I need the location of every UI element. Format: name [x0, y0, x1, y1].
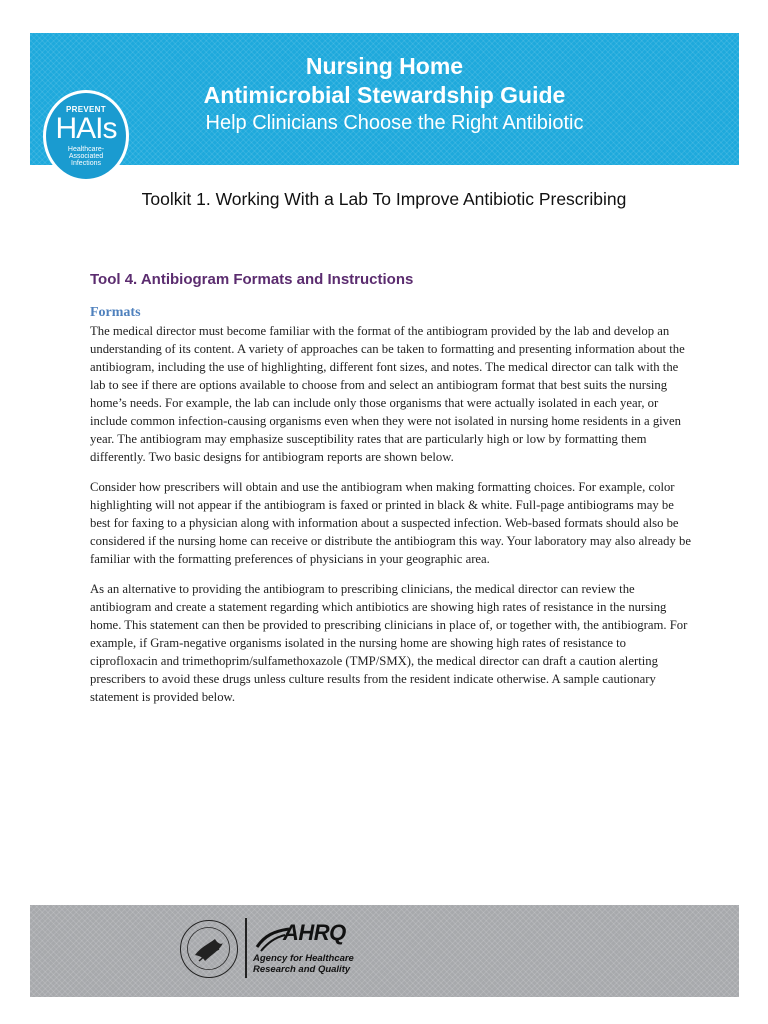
paragraph-3: As an alternative to providing the antibiogram to prescribing clinicians, the medical director can review the antibiogram and create a statement regarding which antibiotics are showing high rates of resistance in the nursing home. This statement can then be provided to prescribing clinicians in place of, or together with, the antibiogram. For example, if Gram-negative organisms isolated in the nursing home are showing high rates of resistance to ciprofloxacin and trimethoprim/sulfamethoxazole (TMP/SMX), the medical director can draft a caution alerting prescribers to avoid these drugs unless culture results from the resident indicate otherwise. A sample cautionary statement is provided below. [90, 582, 688, 704]
ahrq-wordmark: AHRQ [283, 920, 346, 945]
paragraph-1: The medical director must become familiar with the format of the antibiogram provided by the lab and develop an understanding of its content. A variety of approaches can be taken to formatting and presenting information about the antibiogram, including the use of highlighting, different font sizes, and notes. The medical director can talk with the lab to see if there are options available to choose from and select an antibiogram format that best suits the nursing home’s needs. For example, the lab can include only those organisms that were actually isolated in each year, or include common infection-causing organisms even when they were not isolated in nursing home residents in a given year. The antibiogram may emphasize susceptibility rates that are particularly high or low by formatting them differently. Two basic designs for antibiogram reports are shown below. [90, 324, 685, 464]
guide-title-line2: Antimicrobial Stewardship Guide [203, 82, 566, 108]
ahrq-agency-name: Agency for Healthcare Research and Quality [253, 953, 354, 975]
logo-divider [245, 918, 247, 978]
badge-hais-text: HAIs [55, 112, 117, 145]
hhs-seal-logo [180, 920, 238, 978]
footer-banner [30, 905, 739, 997]
section-heading-formats: Formats [90, 305, 141, 320]
header-banner [30, 33, 739, 165]
body-text [90, 322, 695, 718]
badge-subtext: Healthcare- Associated Infections [67, 146, 105, 167]
paragraph-2: Consider how prescribers will obtain and use the antibiogram when making formatting choices. For example, color highlighting will not appear if the antibiogram is faxed or printed in black & white. Full-page antibiograms may be best for faxing to a physician along with information about a suspected infection. Web-based formats should also be considered if the nursing home can receive or distribute the antibiogram this way. Your laboratory may also already be familiar with the formatting preferences of physicians in your geographic area. [90, 480, 691, 566]
guide-subtitle: Help Clinicians Choose the Right Antibiotic [205, 112, 584, 134]
tool-heading: Tool 4. Antibiogram Formats and Instructions [90, 271, 414, 288]
badge-prevent-text: PREVENT [66, 105, 106, 114]
prevent-hais-badge-logo [43, 90, 129, 182]
guide-title-line1: Nursing Home [305, 53, 464, 79]
toolkit-title: Toolkit 1. Working With a Lab To Improve Antibiotic Prescribing [141, 189, 627, 209]
